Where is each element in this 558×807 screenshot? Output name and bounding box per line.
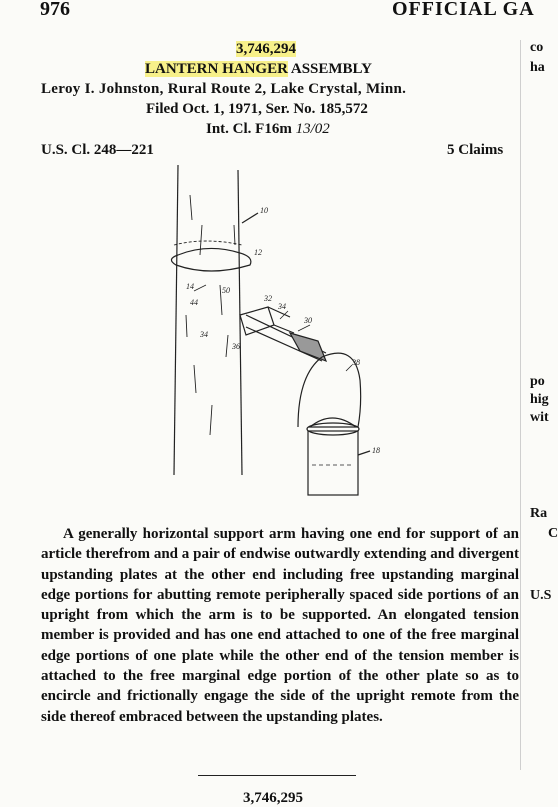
right-fragment: C [548,526,558,541]
leader-line [358,451,370,455]
bracket-plate [240,307,274,335]
trunk-left-edge [174,165,178,475]
strap-hidden-line [174,241,242,245]
right-column-fragments [528,0,558,800]
filing-line: Filed Oct. 1, 1971, Ser. No. 185,572 [146,101,368,117]
international-class [206,121,330,138]
int-cl-subclass: 13/02 [295,121,330,137]
right-fragment: U.S [530,588,552,603]
patent-number [236,41,296,58]
lantern-globe [308,431,358,495]
page-number: 976 [40,0,70,20]
column-divider [520,40,521,770]
patent-title [145,61,372,78]
publication-title: OFFICIAL GA [392,0,535,20]
patent-number-text: 3,746,294 [236,41,296,57]
figure-label: 38 [352,358,360,367]
figure-label: 34 [200,330,208,339]
patent-title-highlight: LANTERN HANGER [145,61,288,77]
int-cl-label: Int. Cl. F16m [206,121,296,137]
right-fragment: Ra [530,506,548,521]
section-rule [198,775,356,776]
trunk-right-edge [238,170,242,475]
lantern-rim [307,423,359,435]
inventor-line: Leroy I. Johnston, Rural Route 2, Lake Crystal, Minn. [41,81,407,97]
figure-label: 30 [304,316,312,325]
figure-label: 34 [278,302,286,311]
figure-label: 14 [186,282,194,291]
right-fragment: ha [530,60,545,75]
arm-shaded-panel [290,333,326,361]
next-patent-number: 3,746,295 [243,790,303,806]
figure-label: 32 [264,294,272,303]
leader-line [242,213,258,223]
figure-label: 36 [232,342,240,351]
figure-label: 44 [190,298,198,307]
abstract-paragraph: A generally horizontal support arm having one end for support of an article therefrom and a pair of endwise outwardly extending and divergent upstanding plates at the other end including free upstanding marginal edge portions for abutting remote peripherally spaced side portions of an upright from which the arm is to be supported. An elongated tension member is provided and has one end attached to one of the free marginal edge portions of one plate while the other end of the tension member is attached to the free marginal edge portion of the other plate so as to encircle and frictionally engage the side of the upright remote from the side thereof embraced between the upstanding plates. [41,526,519,725]
right-fragment: co [530,40,544,55]
claims-count: 5 Claims [447,142,504,158]
figure-label: 18 [372,446,380,455]
bark-texture [186,195,235,435]
figure-label: 12 [254,248,262,257]
patent-drawing [150,165,390,505]
figure-label: 50 [222,286,230,295]
right-fragment: hig [530,392,549,407]
lantern-bail-left [298,357,322,427]
figure-label: 10 [260,206,268,215]
patent-title-rest: ASSEMBLY [287,61,373,77]
us-class: U.S. Cl. 248—221 [41,142,154,158]
right-fragment: wit [530,410,549,425]
right-fragment: po [530,374,545,389]
